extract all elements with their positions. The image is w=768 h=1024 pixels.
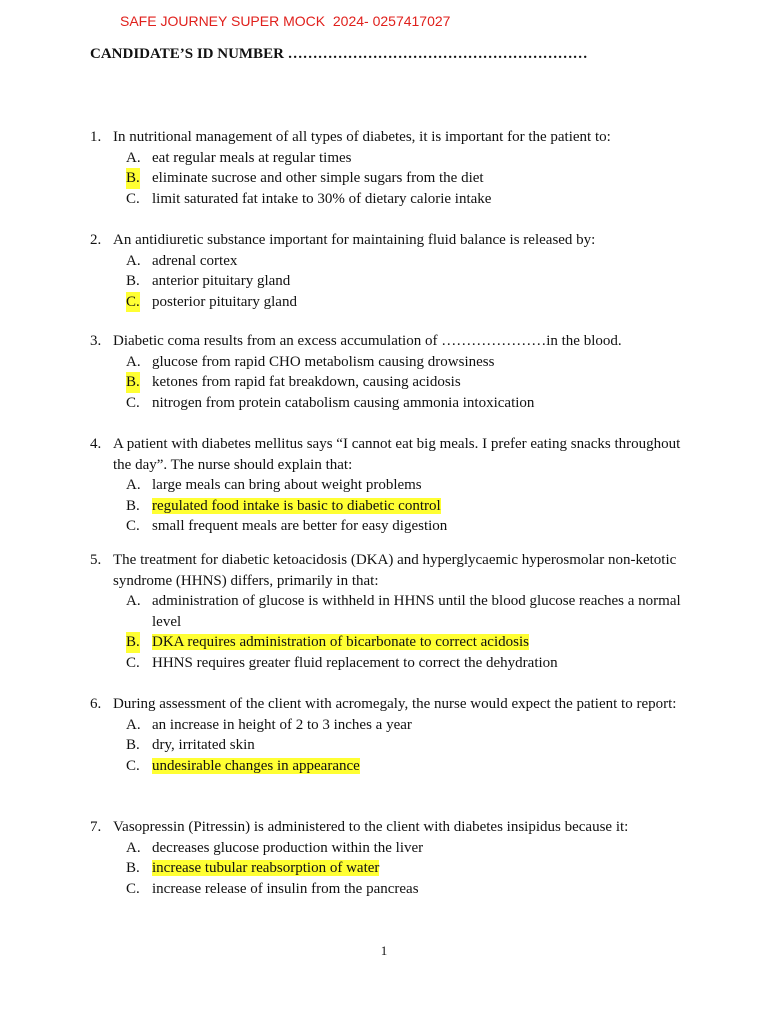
answer-option [0,653,768,674]
answer-option [0,352,768,373]
answer-option [0,516,768,537]
answer-option [0,879,768,900]
question-text: Vasopressin (Pitressin) is administered to the client with diabetes insipidus because it: [113,819,629,835]
question-text: During assessment of the client with acromegaly, the nurse would expect the patient to report: [113,696,677,712]
option-letter: A. [126,252,141,269]
option-text: increase release of insulin from the pancreas [152,880,419,897]
option-text: anterior pituitary gland [152,273,291,289]
question-stem [0,694,768,715]
question-stem [0,550,768,591]
option-text: administration of glucose is withheld in HHNS until the blood glucose reaches a normal level [152,593,681,630]
question-stem [0,434,768,475]
answer-option [0,148,768,169]
answer-option [0,838,768,859]
question-stem [0,127,768,148]
option-letter: C. [126,654,140,671]
option-letter: B. [126,860,140,876]
answer-option [0,735,768,756]
question-1 [0,127,768,209]
option-letter: A. [126,593,141,609]
answer-option [0,475,768,496]
answer-option [0,372,768,393]
option-text: posterior pituitary gland [152,293,297,310]
option-letter: C. [126,292,140,313]
option-text: eat regular meals at regular times [152,149,352,166]
answer-option [0,168,768,189]
option-letter: B. [126,497,140,514]
answer-option [0,756,768,777]
option-text: large meals can bring about weight problems [152,477,422,493]
question-5 [0,550,768,673]
question-stem [0,331,768,352]
option-text: small frequent meals are better for easy digestion [152,518,448,534]
option-letter: A. [126,839,141,856]
option-letter: C. [126,757,140,774]
question-text: The treatment for diabetic ketoacidosis (DKA) and hyperglycaemic hyperosmolar non-ketotic syndrome (HHNS) differs, primarily in that: [113,552,677,589]
option-letter: C. [126,880,140,897]
option-letter: A. [126,353,141,370]
question-stem [0,230,768,251]
question-text: A patient with diabetes mellitus says “I cannot eat big meals. I prefer eating snacks throughout the day”. The nurse should explain that: [113,436,681,473]
highlighted-answer-text: undesirable changes in appearance [152,757,360,774]
question-number: 4. [90,436,102,452]
page-number: 1 [380,943,388,958]
question-number: 2. [90,232,102,248]
option-letter: A. [126,149,141,166]
question-number: 3. [90,333,102,349]
answer-option [0,393,768,414]
option-letter: B. [126,168,140,189]
question-number: 6. [90,696,102,712]
question-text: An antidiuretic substance important for maintaining fluid balance is released by: [113,232,596,248]
option-letter: C. [126,190,140,207]
option-letter: B. [126,632,140,653]
question-2 [0,230,768,312]
question-number: 7. [90,819,102,835]
highlighted-answer-text: regulated food intake is basic to diabetic control [152,497,441,514]
highlighted-answer-text: DKA requires administration of bicarbonate to correct acidosis [152,634,529,650]
option-text: dry, irritated skin [152,737,255,753]
option-letter: B. [126,737,140,753]
candidate-id-line: CANDIDATE’S ID NUMBER …………………………………………………… [90,46,588,62]
exam-header-title: SAFE JOURNEY SUPER MOCK 2024- 0257417027 [120,13,451,29]
question-6 [0,694,768,776]
option-text: eliminate sucrose and other simple sugars from the diet [152,170,484,186]
option-letter: A. [126,716,141,733]
option-letter: C. [126,394,140,411]
option-letter: B. [126,372,140,393]
answer-option [0,292,768,313]
option-text: an increase in height of 2 to 3 inches a year [152,716,412,733]
answer-option [0,715,768,736]
question-text: In nutritional management of all types of diabetes, it is important for the patient to: [113,129,611,145]
answer-option [0,496,768,517]
option-text: adrenal cortex [152,252,238,269]
highlighted-answer-text: increase tubular reabsorption of water [152,860,380,876]
question-number: 1. [90,129,102,145]
option-text: HHNS requires greater fluid replacement to correct the dehydration [152,654,558,671]
question-7 [0,817,768,899]
answer-option [0,189,768,210]
option-letter: B. [126,273,140,289]
answer-option [0,591,768,632]
option-letter: C. [126,518,140,534]
answer-option [0,858,768,879]
option-text: limit saturated fat intake to 30% of dietary calorie intake [152,190,492,207]
answer-option [0,632,768,653]
option-text: nitrogen from protein catabolism causing ammonia intoxication [152,394,535,411]
option-text: ketones from rapid fat breakdown, causing acidosis [152,374,461,390]
question-stem [0,817,768,838]
option-text: decreases glucose production within the liver [152,839,424,856]
question-4 [0,434,768,537]
question-3 [0,331,768,413]
answer-option [0,271,768,292]
option-letter: A. [126,477,141,493]
question-text: Diabetic coma results from an excess accumulation of …………………in the blood. [113,333,622,349]
question-number: 5. [90,552,102,568]
option-text: glucose from rapid CHO metabolism causing drowsiness [152,353,495,370]
answer-option [0,251,768,272]
